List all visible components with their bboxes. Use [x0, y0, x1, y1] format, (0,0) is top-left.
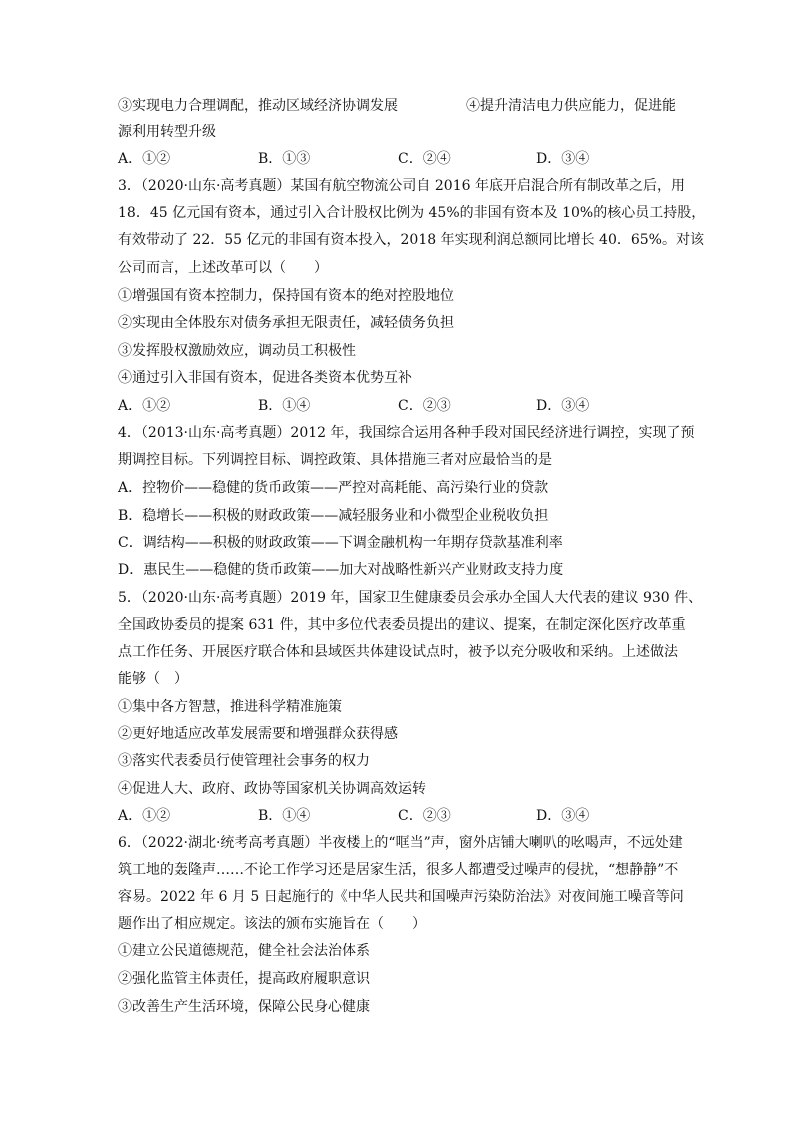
q5-stem-line-4: 能够（ ）: [118, 671, 188, 687]
q6-stem-line-1: 6．（2022·湖北·统考高考真题）半夜楼上的“哐当”声，窗外店铺大喇叭的吆喝声，不远处建: [118, 835, 683, 851]
q3-answer-c: C．②③: [398, 398, 451, 414]
q4-option-c: C．调结构——积极的财政政策——下调金融机构一年期存贷款基准利率: [118, 535, 563, 551]
q6-item-3: ③改善生产生活环境，保障公民身心健康: [118, 999, 370, 1015]
q6-stem-line-3: 容易。2022 年 6 月 5 日起施行的《中华人民共和国噪声污染防治法》对夜间施工噪音等问: [118, 889, 684, 905]
q4-option-b: B．稳增长——积极的财政政策——减轻服务业和小微型企业税收负担: [118, 508, 549, 524]
q3-answer-b: B．①④: [258, 398, 311, 414]
q6-item-2: ②强化监管主体责任，提高政府履职意识: [118, 971, 370, 987]
q4-option-d: D．惠民生——稳健的货币政策——加大对战略性新兴产业财政支持力度: [118, 562, 564, 578]
q6-item-1: ①建立公民道德规范，健全社会法治体系: [118, 943, 370, 959]
q3-answer-d: D．③④: [536, 398, 590, 414]
q2-option-4: ④提升清洁电力供应能力，促进能: [466, 98, 676, 114]
q5-answer-c: C．②③: [398, 808, 451, 824]
q2-option-3: ③实现电力合理调配，推动区域经济协调发展: [118, 98, 398, 114]
q5-stem-line-3: 点工作任务、开展医疗联合体和县域医共体建设试点时，被予以充分吸收和采纳。上述做法: [118, 644, 678, 660]
q2-answer-b: B．①③: [258, 151, 311, 167]
q3-stem-line-2: 18．45 亿元国有资本，通过引入合计股权比例为 45%的非国有资本及 10%的核心员工持股，: [118, 205, 706, 221]
q2-option-4-cont: 源利用转型升级: [118, 124, 216, 140]
q2-answer-a: A．①②: [118, 151, 171, 167]
q5-item-2: ②更好地适应改革发展需要和增强群众获得感: [118, 726, 398, 742]
q3-item-3: ③发挥股权激励效应，调动员工积极性: [118, 343, 356, 359]
q6-stem-line-4: 题作出了相应规定。该法的颁布实施旨在（ ）: [118, 916, 426, 932]
q5-answer-a: A．①②: [118, 808, 171, 824]
q3-item-1: ①增强国有资本控制力，保持国有资本的绝对控股地位: [118, 288, 454, 304]
q4-stem-line-1: 4．（2013·山东·高考真题）2012 年，我国综合运用各种手段对国民经济进行调控，实现了预: [118, 425, 695, 441]
q5-answer-b: B．①④: [258, 808, 311, 824]
q5-answer-d: D．③④: [536, 808, 590, 824]
q3-stem-line-3: 有效带动了 22．55 亿元的非国有资本投入，2018 年实现利润总额同比增长 40．65%。对该: [118, 232, 704, 248]
q5-item-1: ①集中各方智慧，推进科学精准施策: [118, 699, 342, 715]
q3-stem-line-1: 3．（2020·山东·高考真题）某国有航空物流公司自 2016 年底开启混合所有制改革之后，用: [118, 178, 685, 194]
q5-item-3: ③落实代表委员行使管理社会事务的权力: [118, 753, 370, 769]
q3-answer-a: A．①②: [118, 398, 171, 414]
q3-item-2: ②实现由全体股东对债务承担无限责任，减轻债务负担: [118, 315, 454, 331]
q2-answer-c: C．②④: [398, 151, 451, 167]
q3-stem-line-4: 公司而言，上述改革可以（ ）: [118, 260, 328, 276]
q3-item-4: ④通过引入非国有资本，促进各类资本优势互补: [118, 370, 412, 386]
q6-stem-line-2: 筑工地的轰隆声……不论工作学习还是居家生活，很多人都遭受过噪声的侵扰，“想静静”不: [118, 862, 679, 878]
q2-answer-d: D．③④: [536, 151, 590, 167]
q5-item-4: ④促进人大、政府、政协等国家机关协调高效运转: [118, 781, 426, 797]
q5-stem-line-2: 全国政协委员的提案 631 件，其中多位代表委员提出的建议、提案，在制定深化医疗改革重: [118, 617, 686, 633]
q4-stem-line-2: 期调控目标。下列调控目标、调控政策、具体措施三者对应最恰当的是: [118, 452, 552, 468]
q4-option-a: A．控物价——稳健的货币政策——严控对高耗能、高污染行业的贷款: [118, 480, 549, 496]
q5-stem-line-1: 5．（2020·山东·高考真题）2019 年，国家卫生健康委员会承办全国人大代表的建议 930 件、: [118, 590, 703, 606]
